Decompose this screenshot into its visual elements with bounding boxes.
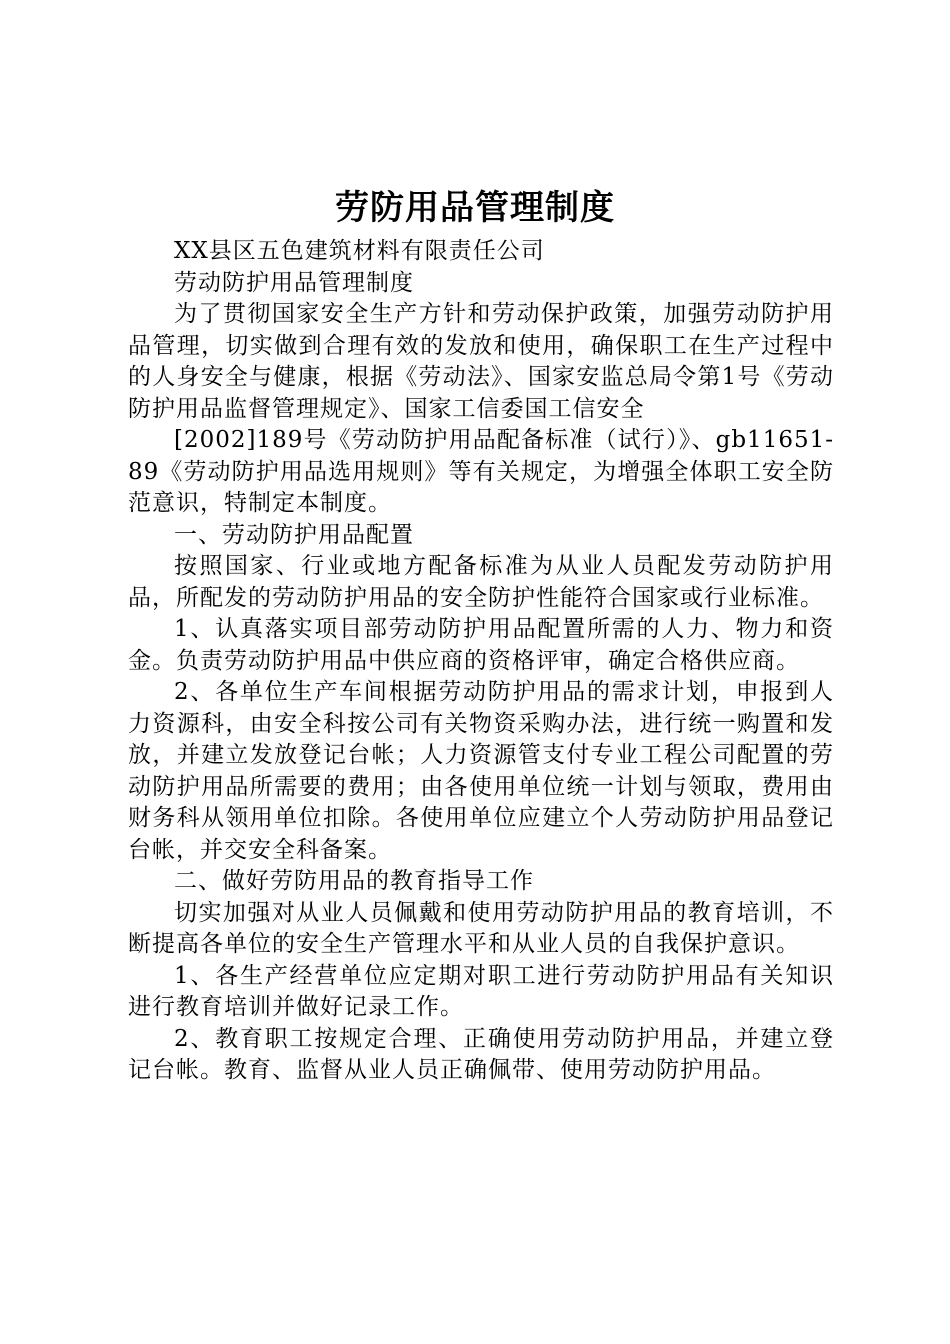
section-2-paragraph: 切实加强对从业人员佩戴和使用劳动防护用品的教育培训，不断提高各单位的安全生产管理水平和从业人员的自我保护意识。 [128,899,834,957]
regulation-subtitle: 劳动防护用品管理制度 [174,269,414,296]
intro-paragraph: 为了贯彻国家安全生产方针和劳动保护政策，加强劳动防护用品管理，切实做到合理有效的发放和使用，确保职工在生产过程中的人身安全与健康，根据《劳动法》、国家安监总局令第1号《劳动防护用品监督管理规定》、国家工信委国工信安全 [128,301,834,422]
section-2-item-2: 2、教育职工按规定合理、正确使用劳动防护用品，并建立登记台帐。教育、监督从业人员正确佩带、使用劳动防护用品。 [128,1025,834,1083]
section-heading-2: 二、做好劳防用品的教育指导工作 [174,868,534,894]
company-name: XX县区五色建筑材料有限责任公司 [174,238,545,264]
document-title: 劳防用品管理制度 [335,188,615,228]
intro-paragraph-continued: [2002]189号《劳动防护用品配备标准（试行）》、gb11651-89《劳动防护用品选用规则》等有关规定，为增强全体职工安全防范意识，特制定本制度。 [128,427,834,516]
section-1-item-2: 2、各单位生产车间根据劳动防护用品的需求计划，申报到人力资源科，由安全科按公司有关物资采购办法，进行统一购置和发放，并建立发放登记台帐；人力资源管支付专业工程公司配置的劳动防护用品所需要的费用；由各使用单位统一计划与领取，费用由财务科从领用单位扣除。各使用单位应建立个人劳动防护用品登记台帐，并交安全科备案。 [128,679,834,863]
section-heading-1: 一、劳动防护用品配置 [174,521,414,548]
section-1-paragraph: 按照国家、行业或地方配备标准为从业人员配发劳动防护用品，所配发的劳动防护用品的安全防护性能符合国家或行业标准。 [128,553,834,611]
document-body [128,236,834,1087]
section-1-item-1: 1、认真落实项目部劳动防护用品配置所需的人力、物力和资金。负责劳动防护用品中供应商的资格评审，确定合格供应商。 [128,616,834,674]
section-2-item-1: 1、各生产经营单位应定期对职工进行劳动防护用品有关知识进行教育培训并做好记录工作。 [128,962,834,1020]
